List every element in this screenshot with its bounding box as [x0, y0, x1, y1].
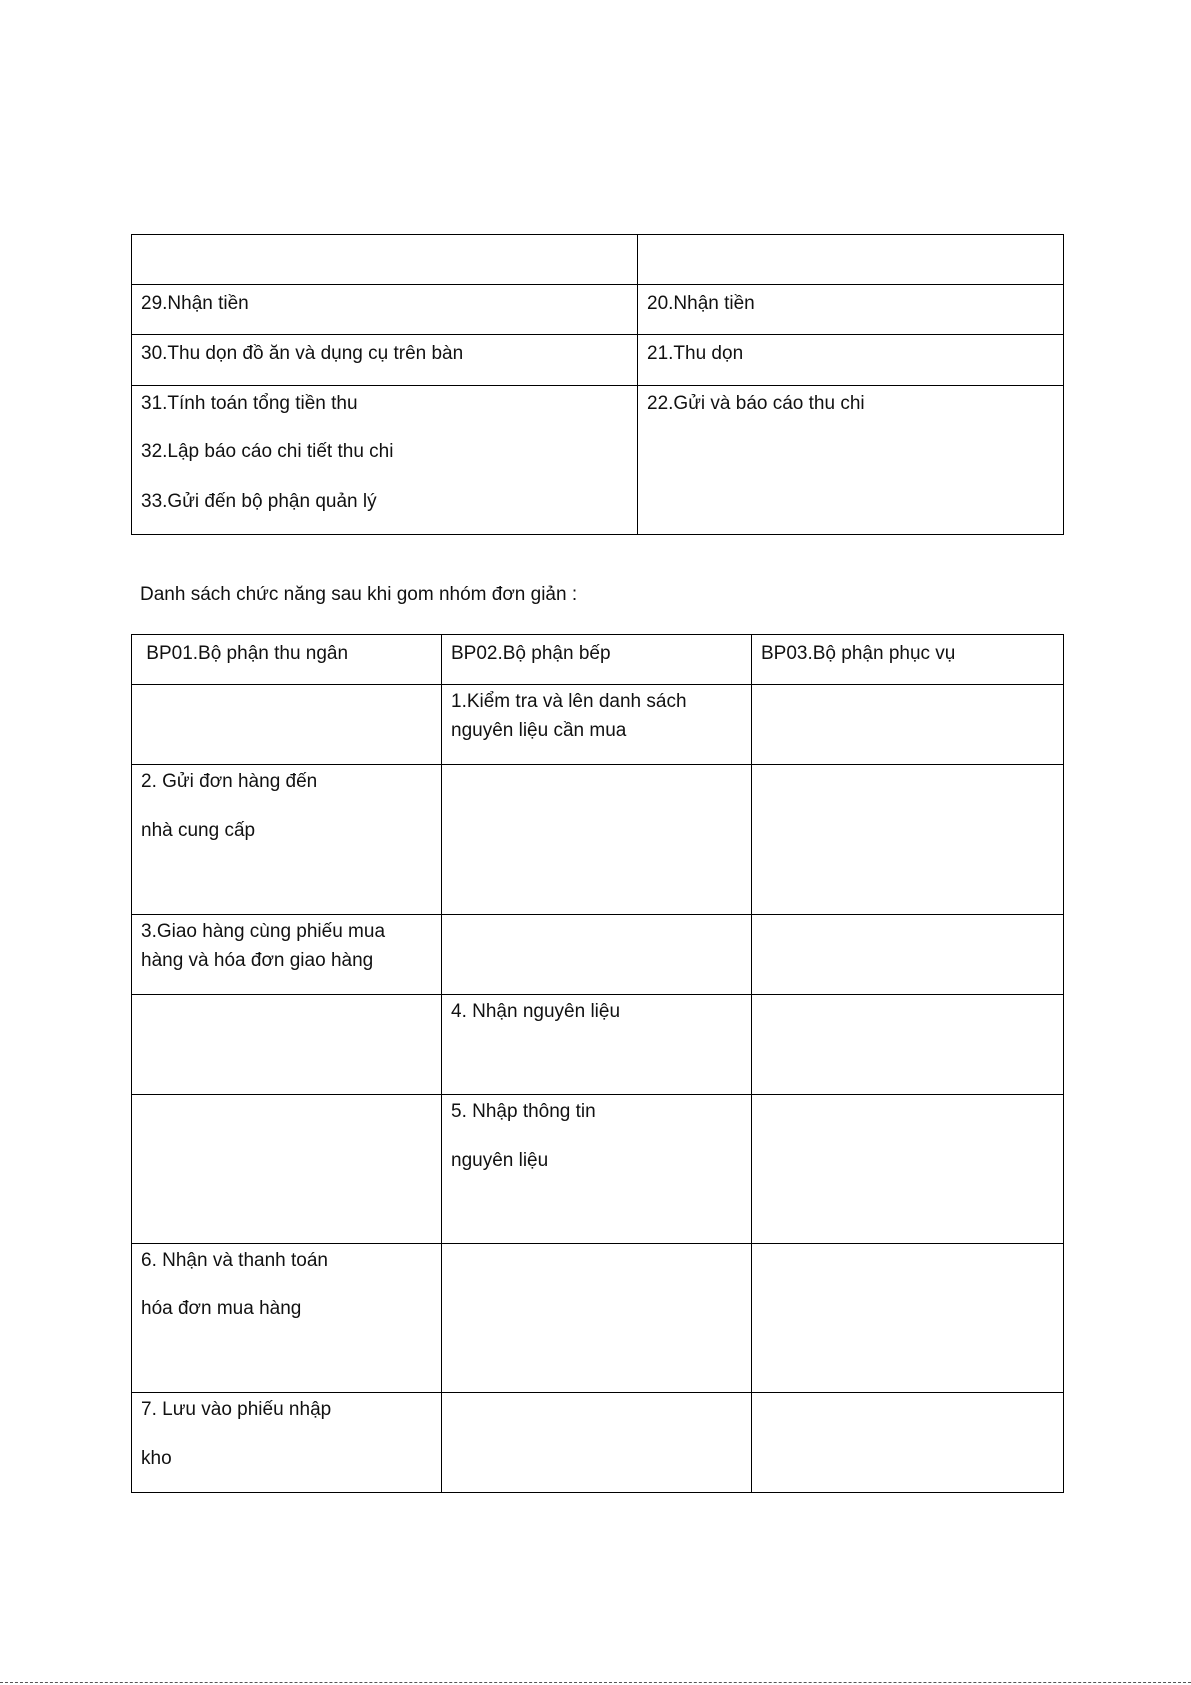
cell-text: nguyên liệu [451, 1150, 549, 1171]
table-cell [752, 1393, 1064, 1493]
table-cell [442, 1244, 752, 1393]
table-header-row [132, 635, 1064, 685]
table-cell [132, 915, 442, 995]
cell-text: 1.Kiểm tra và lên danh sách [451, 691, 687, 712]
table-row [132, 995, 1064, 1095]
table-cell [442, 685, 752, 765]
table-row [132, 1095, 1064, 1244]
table-cell [442, 1393, 752, 1493]
table-row [132, 235, 1064, 285]
table-cell [132, 285, 638, 335]
table-cell [638, 235, 1064, 285]
intro-text: Danh sách chức năng sau khi gom nhóm đơn giản : [140, 584, 578, 605]
cell-text: 33.Gửi đến bộ phận quản lý [141, 491, 377, 512]
cell-text: kho [141, 1448, 172, 1469]
table-cell [132, 685, 442, 765]
cell-text: 2. Gửi đơn hàng đến [141, 771, 318, 792]
page-divider [0, 1682, 1191, 1683]
cell-text: 29.Nhận tiền [141, 293, 249, 314]
table-cell [752, 915, 1064, 995]
cell-text: 3.Giao hàng cùng phiếu mua [141, 921, 386, 942]
table-cell [132, 765, 442, 915]
header-cell [442, 635, 752, 685]
header-cell [752, 635, 1064, 685]
table-row [132, 1244, 1064, 1393]
table-cell [132, 386, 638, 535]
table-cell [752, 1095, 1064, 1244]
header-text: BP02.Bộ phận bếp [451, 643, 611, 664]
cell-text: hàng và hóa đơn giao hàng [141, 950, 374, 971]
table-row [132, 386, 1064, 535]
cell-text: nguyên liệu cần mua [451, 720, 627, 741]
header-cell [132, 635, 442, 685]
cell-text: 31.Tính toán tổng tiền thu [141, 393, 358, 414]
table-cell [638, 335, 1064, 386]
table-cell [442, 1095, 752, 1244]
table-cell [638, 386, 1064, 535]
table-cell [752, 1244, 1064, 1393]
cell-text: nhà cung cấp [141, 820, 256, 841]
table-cell [638, 285, 1064, 335]
cell-text: hóa đơn mua hàng [141, 1298, 302, 1319]
header-text: BP01.Bộ phận thu ngân [141, 643, 349, 664]
table-row [132, 915, 1064, 995]
table-cell [132, 235, 638, 285]
table-row [132, 285, 1064, 335]
cell-text: 6. Nhận và thanh toán [141, 1250, 328, 1271]
cell-text: 21.Thu dọn [647, 343, 744, 364]
grouped-functions-table [131, 634, 1064, 1493]
table-cell [132, 1393, 442, 1493]
table-cell [442, 915, 752, 995]
table-cell [442, 765, 752, 915]
cell-text: 5. Nhập thông tin [451, 1101, 596, 1122]
task-mapping-table [131, 234, 1064, 535]
table-cell [752, 765, 1064, 915]
table-row [132, 335, 1064, 386]
table-row [132, 765, 1064, 915]
cell-text: 30.Thu dọn đồ ăn và dụng cụ trên bàn [141, 343, 464, 364]
cell-text: 4. Nhận nguyên liệu [451, 1001, 621, 1022]
table-row [132, 685, 1064, 765]
table-cell [752, 995, 1064, 1095]
table-cell [132, 1244, 442, 1393]
table-row [132, 1393, 1064, 1493]
table-cell [752, 685, 1064, 765]
cell-text: 32.Lập báo cáo chi tiết thu chi [141, 441, 394, 462]
cell-text: 22.Gửi và báo cáo thu chi [647, 393, 865, 414]
cell-text: 20.Nhận tiền [647, 293, 755, 314]
table-cell [132, 335, 638, 386]
header-text: BP03.Bộ phận phục vụ [761, 643, 956, 664]
table-cell [442, 995, 752, 1095]
table-cell [132, 995, 442, 1095]
cell-text: 7. Lưu vào phiếu nhập [141, 1399, 332, 1420]
table-cell [132, 1095, 442, 1244]
